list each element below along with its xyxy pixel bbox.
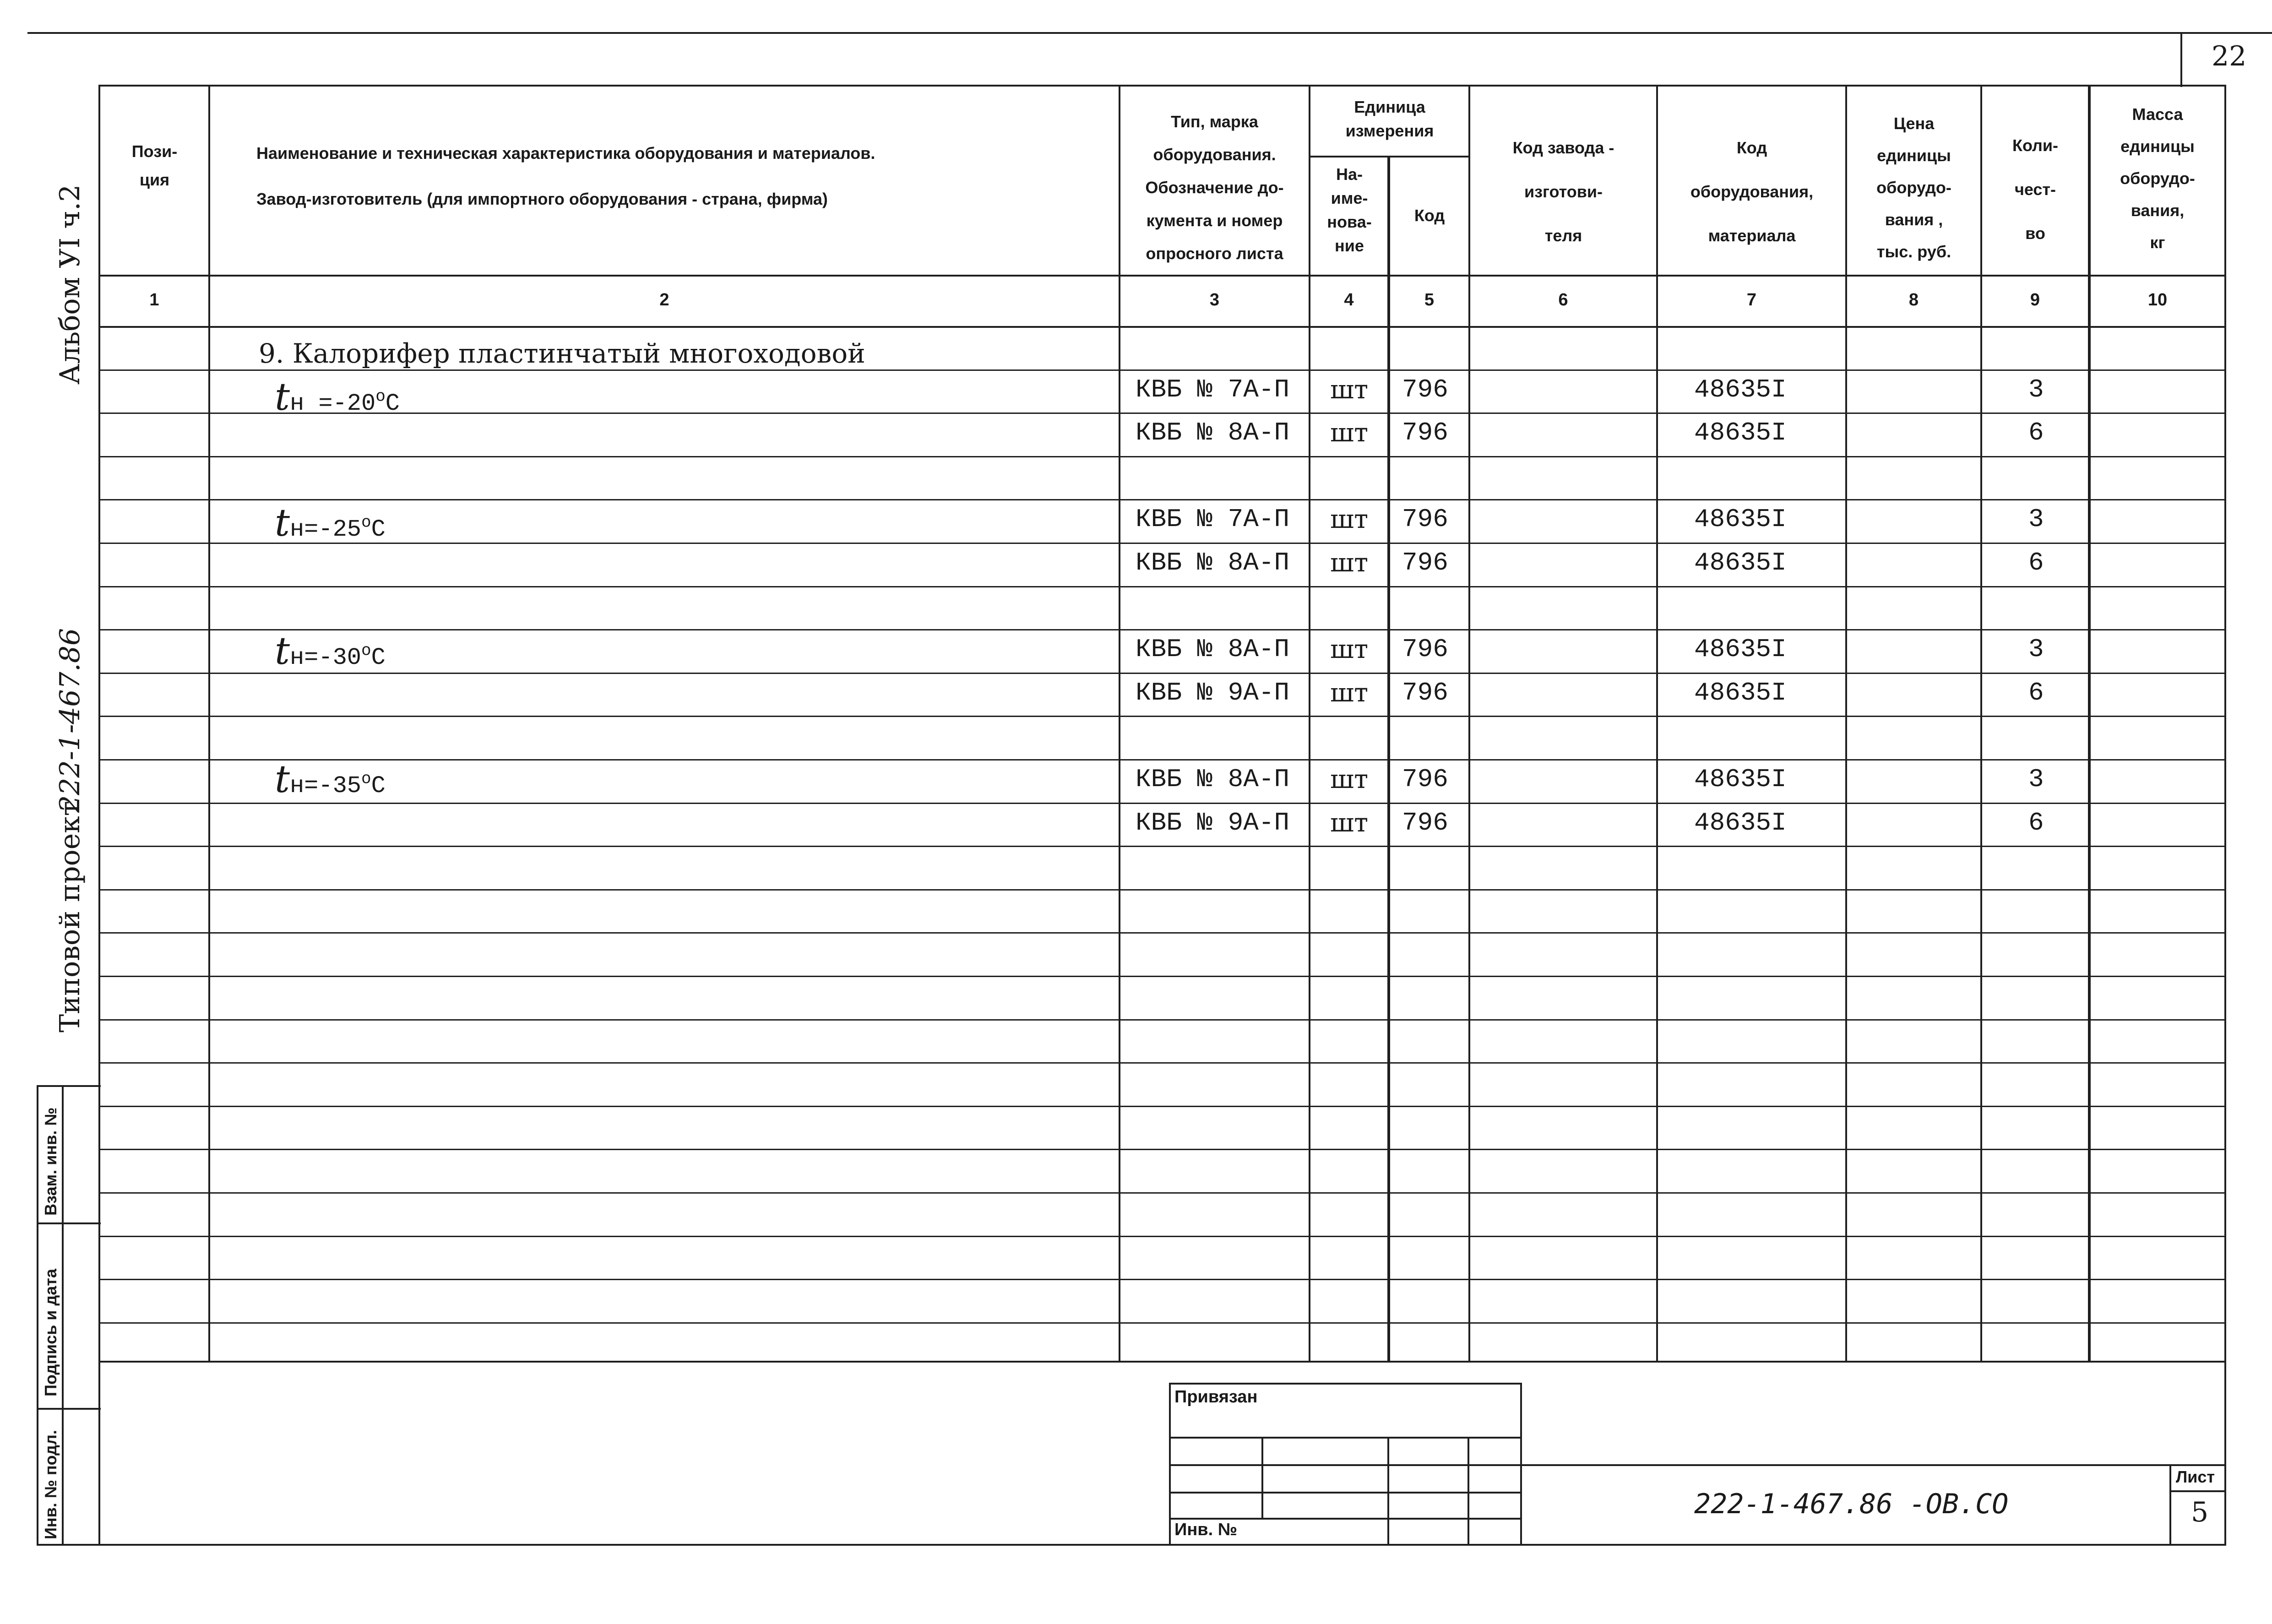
equipment-code-cell: 48635I [1694,765,1787,794]
row-line [100,1149,2224,1150]
stamp-line-3 [37,1408,101,1410]
quantity-cell: 6 [2028,678,2044,707]
unit-cell: шт [1330,418,1369,448]
condition-1: tн $=-20^oC$ [275,375,400,419]
column-number-3: 3 [1209,290,1220,310]
header-bottom-line [98,275,2226,277]
titleblock-attached: Привязан [1174,1387,1258,1407]
row-line [100,543,2224,544]
document-code: 222-1-467.86 -ОВ.СО [1694,1488,2009,1520]
unit-code-cell: 796 [1402,375,1448,404]
quantity-cell: 6 [2028,808,2044,837]
stamp-signature-date: Подпись и дата [41,1269,60,1396]
titleblock-col-1 [1261,1437,1263,1519]
unit-code-cell: 796 [1402,635,1448,664]
col-line-3 [1309,85,1310,1362]
row-line [100,716,2224,717]
header-quantity: Коли- чест- во [2012,136,2059,243]
unit-cell: шт [1330,808,1369,838]
condition-3: $tн=-30^oC$ [275,630,386,673]
col-line-2 [1119,85,1120,1362]
column-number-8: 8 [1908,290,1919,310]
row-line [100,1106,2224,1107]
column-number-4: 4 [1344,290,1354,310]
stamp-inv-orig: Инв. № подл. [41,1430,60,1539]
column-number-1: 1 [149,290,159,310]
stamp-inner-border [62,1085,64,1545]
stamp-line-1 [37,1085,101,1087]
type-cell: КВБ № 8А-П [1136,765,1290,794]
corner-box-left [2180,32,2182,87]
page-corner-number: 22 [2212,40,2247,72]
quantity-cell: 3 [2028,375,2044,404]
row-line [100,759,2224,760]
equipment-code-cell: 48635I [1694,375,1787,404]
sheet-label: Лист [2176,1467,2215,1486]
column-number-9: 9 [2030,290,2040,310]
column-number-10: 10 [2147,290,2168,310]
header-equipment-code: Код оборудования, материала [1690,138,1814,245]
header-unit-name: На- име- нова- ние [1327,165,1372,255]
unit-code-cell: 796 [1402,678,1448,707]
column-number-5: 5 [1424,290,1435,310]
condition-4: $tн=-35^oC$ [275,758,386,801]
row-line [100,803,2224,804]
col-line-5 [1468,85,1470,1362]
row-line [100,976,2224,977]
type-cell: КВБ № 8А-П [1136,548,1290,577]
stamp-swap-inv: Взам. инв. № [41,1107,60,1216]
row-line [100,1019,2224,1021]
row-line [100,1279,2224,1280]
stamp-left-border [37,1085,38,1545]
titleblock-inv-no: Инв. № [1174,1520,1238,1539]
row-line [100,846,2224,847]
equipment-code-cell: 48635I [1694,418,1787,447]
col-line-1 [208,85,210,1362]
header-price: Цена единицы оборудо- вания , тыс. руб. [1876,114,1951,261]
header-plant-code: Код завода - изготови- теля [1512,138,1614,245]
row-line [100,889,2224,891]
row-line [100,586,2224,587]
equipment-code-cell: 48635I [1694,808,1787,837]
condition-2: $tн=-25^oC$ [275,501,386,545]
unit-cell: шт [1330,505,1369,534]
equipment-code-cell: 48635I [1694,548,1787,577]
col-line-8 [1980,85,1982,1362]
type-cell: КВБ № 8А-П [1136,418,1290,447]
row-line [100,1322,2224,1324]
quantity-cell: 3 [2028,505,2044,534]
header-mass: Масса единицы оборудо- вания, кг [2120,105,2195,252]
column-number-7: 7 [1746,290,1757,310]
row-line [100,1062,2224,1064]
row-line [100,932,2224,934]
sheet-number: 5 [2191,1496,2209,1528]
type-cell: КВБ № 7А-П [1136,505,1290,534]
type-cell: КВБ № 9А-П [1136,808,1290,837]
col-line-7 [1845,85,1847,1362]
titleblock-top [1169,1383,1522,1385]
project-number-label: 222-1-467.86 [54,628,86,813]
sheet-box-divider [2169,1490,2226,1492]
stamp-line-4 [37,1544,101,1546]
frame-top [98,85,2226,87]
equipment-code-cell: 48635I [1694,678,1787,707]
quantity-cell: 3 [2028,635,2044,664]
unit-cell: шт [1330,375,1369,405]
table-end-line [98,1361,2226,1363]
stamp-line-2 [37,1222,101,1224]
quantity-cell: 6 [2028,418,2044,447]
unit-code-cell: 796 [1402,765,1448,794]
row-line [100,673,2224,674]
top-border-line [27,32,2272,34]
section-title: 9. Калорифер пластинчатый многоходовой [259,338,865,369]
column-number-6: 6 [1558,290,1568,310]
type-cell: КВБ № 9А-П [1136,678,1290,707]
unit-cell: шт [1330,635,1369,664]
col-line-9 [2088,85,2091,1362]
frame-bottom [98,1544,2226,1546]
row-line [100,629,2224,630]
album-label: Альбом УI ч.2 [54,184,86,385]
unit-code-cell: 796 [1402,548,1448,577]
column-number-2: 2 [659,290,669,310]
row-line [100,499,2224,500]
unit-cell: шт [1330,678,1369,708]
type-cell: КВБ № 8А-П [1136,635,1290,664]
unit-code-cell: 796 [1402,418,1448,447]
quantity-cell: 6 [2028,548,2044,577]
col-line-6 [1656,85,1658,1362]
unit-cell: шт [1330,765,1369,794]
header-name: Наименование и техническая характеристика оборудования и материалов. Завод-изготовитель (для импортного оборудования - страна, фирма) [256,144,875,208]
project-type-label: Типовой проект [54,801,86,1032]
unit-code-cell: 796 [1402,808,1448,837]
equipment-code-cell: 48635I [1694,635,1787,664]
row-line [100,413,2224,414]
row-line [100,456,2224,457]
header-type: Тип, марка оборудования. Обозначение до- кумента и номер опросного листа [1145,112,1284,263]
unit-cell: шт [1330,548,1369,578]
frame-right [2224,85,2226,1545]
quantity-cell: 3 [2028,765,2044,794]
type-cell: КВБ № 7А-П [1136,375,1290,404]
header-unit-code: Код [1414,206,1445,225]
colnum-bottom-line [98,326,2226,328]
titleblock-col-2 [1387,1437,1389,1545]
row-line [100,369,2224,371]
sheet-box-left [2169,1464,2171,1545]
header-unit-group: Единица измерения [1345,98,1434,140]
row-line [100,1236,2224,1237]
unit-code-cell: 796 [1402,505,1448,534]
header-position: Пози- ция [131,142,178,189]
row-line [100,1192,2224,1194]
titleblock-col-3 [1468,1437,1469,1545]
equipment-code-cell: 48635I [1694,505,1787,534]
titleblock-code-line [1520,1464,2225,1466]
